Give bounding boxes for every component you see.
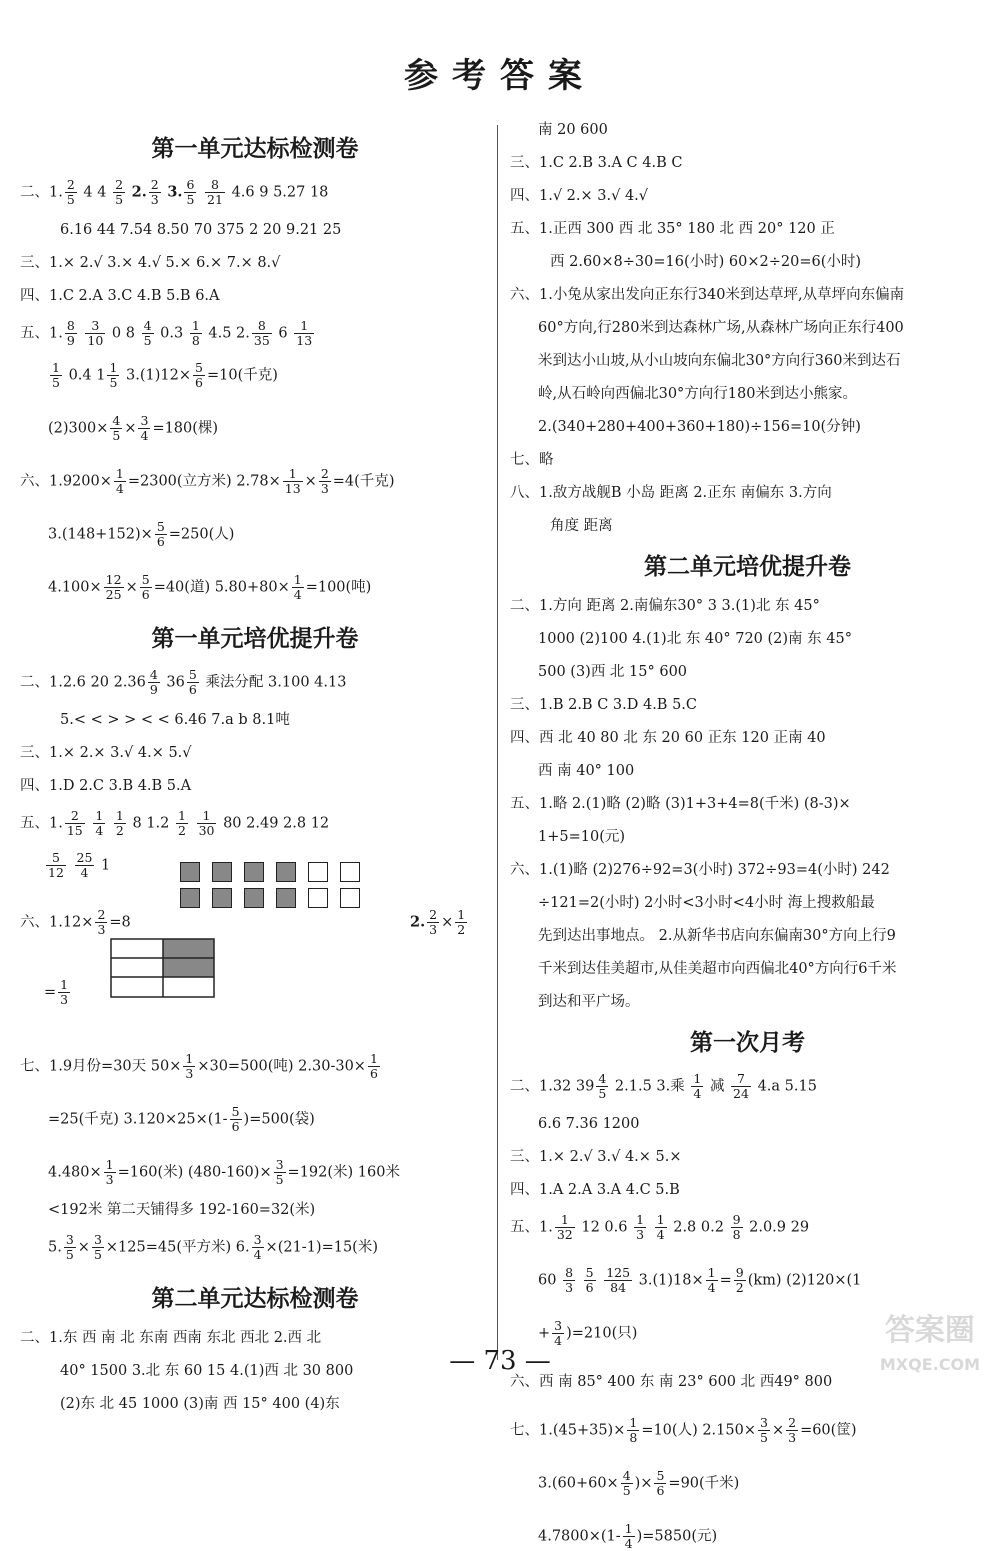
- answer-line: 五、1. $\frac{2}{15}$ $\frac{1}{4}$ $\frac{1}{2}$ 8 1.2 $\frac{1}{2}$ $\frac{1}{30}$ 80 2.49 2.8 12: [20, 808, 330, 838]
- answer-line: 二、1. $\frac{2}{5}$ 4 4 $\frac{2}{5}$ 2. $\frac{2}{3}$ 3. $\frac{6}{5}$ $\frac{8}{21}$ 4.6 9 5.27 18: [20, 177, 329, 207]
- answer-line: 岭,从石岭向西偏北30°方向行180米到达小熊家。: [538, 386, 857, 402]
- column-divider: [497, 125, 498, 1360]
- page-title: 参考答案: [404, 56, 596, 96]
- answer-line: ÷121=2(小时) 2小时<3小时<4小时 海上搜救船最: [538, 895, 875, 911]
- answer-line: 60°方向,行280米到达森林广场,从森林广场向正东行400: [538, 320, 904, 336]
- answer-line: 七、略: [510, 452, 554, 468]
- answer-line: = $\frac{1}{3}$: [44, 977, 69, 1007]
- answer-line: 二、1.2.6 20 2.36 $\frac{4}{9}$ 36 $\frac{5}{6}$ 乘法分配 3.100 4.13: [20, 667, 347, 697]
- answer-line: 七、1.9月份=30天 50× $\frac{1}{3}$ ×30=500(吨) 2.30-30× $\frac{1}{6}$: [20, 1051, 378, 1081]
- answer-line: 3.(60+60× $\frac{4}{5}$ )× $\frac{5}{6}$ =90(千米): [538, 1468, 740, 1498]
- answer-line: 四、1.√ 2.× 3.√ 4.√: [510, 188, 649, 204]
- watermark-logo: 答案圈 MXQE.COM: [879, 1313, 980, 1374]
- answer-line: 二、1.方向 距离 2.南偏东30° 3 3.(1)北 东 45°: [510, 598, 820, 614]
- section-title: 第一次月考: [690, 1030, 805, 1056]
- answer-line: 6.16 44 7.54 8.50 70 375 2 20 9.21 25: [60, 222, 342, 238]
- answer-line: 三、1.× 2.× 3.√ 4.× 5.√: [20, 745, 192, 761]
- answer-line: 五、1. $\frac{1}{32}$ 12 0.6 $\frac{1}{3}$ $\frac{1}{4}$ 2.8 0.2 $\frac{9}{8}$ 2.0.9 29: [510, 1212, 810, 1242]
- answer-line: 三、1.C 2.B 3.A C 4.B C: [510, 155, 683, 171]
- answer-line: 南 20 600: [538, 122, 608, 138]
- answer-line: 六、1.9200× $\frac{1}{4}$ =2300(立方米) 2.78× $\frac{1}{13}$ × $\frac{2}{3}$ =4(千克): [20, 466, 395, 496]
- answer-line: $\frac{1}{5}$ 0.4 1 $\frac{1}{5}$ 3.(1)12× $\frac{5}{6}$ =10(千克): [52, 360, 278, 390]
- answer-line: 五、1.略 2.(1)略 (2)略 (3)1+3+4=8(千米) (8-3)×: [510, 796, 851, 812]
- answer-line: 5. $\frac{3}{5}$ × $\frac{3}{5}$ ×125=45(平方米) 6. $\frac{3}{4}$ ×(21-1)=15(米): [48, 1232, 378, 1262]
- answer-line: 五、1. $\frac{8}{9}$ $\frac{3}{10}$ 0 8 $\frac{4}{5}$ 0.3 $\frac{1}{8}$ 4.5 2. $\frac{8}{35}$ 6 $\frac{1}{13}$: [20, 318, 313, 348]
- answer-line: 四、1.C 2.A 3.C 4.B 5.B 6.A: [20, 288, 220, 304]
- answer-line: 先到达出事地点。 2.从新华书店向东偏南30°方向上行9: [538, 928, 896, 944]
- answer-line: 四、西 北 40 80 北 东 20 60 正东 120 正南 40: [510, 730, 826, 746]
- answer-line: 千米到达佳美超市,从佳美超市向西偏北40°方向行6千米: [538, 961, 897, 977]
- section-title: 第二单元达标检测卷: [151, 1286, 359, 1312]
- answer-line: <192米 第二天铺得多 192-160=32(米): [48, 1202, 316, 1218]
- answer-line: 60 $\frac{8}{3}$ $\frac{5}{6}$ $\frac{125}{84}$ 3.(1)18× $\frac{1}{4}$ = $\frac{9}{2}$ (km) (2)120×(1: [538, 1265, 862, 1295]
- answer-line: 三、1.B 2.B C 3.D 4.B 5.C: [510, 697, 697, 713]
- answer-line: 八、1.敌方战舰B 小岛 距离 2.正东 南偏东 3.方向: [510, 485, 832, 501]
- answer-line: (2)300× $\frac{4}{5}$ × $\frac{3}{4}$ =180(棵): [48, 413, 219, 443]
- answer-line: 西 2.60×8÷30=16(小时) 60×2÷20=6(小时): [550, 254, 862, 270]
- answer-line: + $\frac{3}{4}$ )=210(只): [538, 1318, 638, 1348]
- answer-line: 六、西 南 85° 400 东 南 23° 600 北 西49° 800: [510, 1374, 833, 1390]
- answer-line: 到达和平广场。: [538, 994, 640, 1010]
- answer-line: 4.7800×(1- $\frac{1}{4}$ )=5850(元): [538, 1521, 718, 1551]
- answer-line: 二、1.东 西 南 北 东南 西南 东北 西北 2.西 北: [20, 1330, 322, 1346]
- answer-line: 六、1.12× $\frac{2}{3}$ =8 2. $\frac{2}{3}$ × $\frac{1}{2}$: [20, 907, 466, 937]
- answer-line: 2.(340+280+400+360+180)÷156=10(分钟): [538, 419, 861, 435]
- answer-line: 6.6 7.36 1200: [538, 1116, 640, 1132]
- answer-line: 1+5=10(元): [538, 829, 626, 845]
- answer-line: 西 南 40° 100: [538, 763, 635, 779]
- section-title: 第一单元培优提升卷: [151, 626, 359, 652]
- answer-line: $\frac{5}{12}$ $\frac{25}{4}$ 1: [48, 850, 111, 880]
- answer-line: 角度 距离: [550, 518, 613, 534]
- answer-line: 二、1.32 39 $\frac{4}{5}$ 2.1.5 3.乘 $\frac{1}{4}$ 减 $\frac{7}{24}$ 4.a 5.15: [510, 1071, 817, 1101]
- answer-line: 四、1.A 2.A 3.A 4.C 5.B: [510, 1182, 680, 1198]
- section-title: 第二单元培优提升卷: [644, 554, 851, 580]
- answer-line: 四、1.D 2.C 3.B 4.B 5.A: [20, 778, 192, 794]
- answer-line: 七、1.(45+35)× $\frac{1}{8}$ =10(人) 2.150× $\frac{3}{5}$ × $\frac{2}{3}$ =60(筐): [510, 1415, 857, 1445]
- answer-line: 三、1.× 2.√ 3.√ 4.× 5.×: [510, 1149, 682, 1165]
- answer-line: 1000 (2)100 4.(1)北 东 40° 720 (2)南 东 45°: [538, 631, 852, 647]
- answer-line: 4.100× $\frac{12}{25}$ × $\frac{5}{6}$ =40(道) 5.80+80× $\frac{1}{4}$ =100(吨): [48, 572, 372, 602]
- fraction-grid: [110, 938, 215, 998]
- answer-line: 六、1.(1)略 (2)276÷92=3(小时) 372÷93=4(小时) 242: [510, 862, 890, 878]
- answer-line: 40° 1500 3.北 东 60 15 4.(1)西 北 30 800: [60, 1363, 354, 1379]
- answer-line: 4.480× $\frac{1}{3}$ =160(米) (480-160)× $\frac{3}{5}$ =192(米) 160米: [48, 1157, 400, 1187]
- answer-line: 3.(148+152)× $\frac{5}{6}$ =250(人): [48, 519, 235, 549]
- answer-line: 5.< < > > < < 6.46 7.a b 8.1吨: [60, 712, 290, 728]
- answer-line: =25(千克) 3.120×25×(1- $\frac{5}{6}$ )=500(袋): [48, 1104, 315, 1134]
- answer-line: (2)东 北 45 1000 (3)南 西 15° 400 (4)东: [60, 1396, 340, 1412]
- answer-line: 五、1.正西 300 西 北 35° 180 北 西 20° 120 正: [510, 221, 835, 237]
- answer-line: 六、1.小兔从家出发向正东行340米到达草坪,从草坪向东偏南: [510, 287, 905, 303]
- page-number: — 73 —: [449, 1346, 551, 1376]
- answer-line: 500 (3)西 北 15° 600: [538, 664, 688, 680]
- section-title: 第一单元达标检测卷: [151, 136, 359, 162]
- answer-line: 三、1.× 2.√ 3.× 4.√ 5.× 6.× 7.× 8.√: [20, 255, 281, 271]
- shaded-squares: [180, 862, 410, 908]
- answer-line: 米到达小山坡,从小山坡向东偏北30°方向行360米到达石: [538, 353, 901, 369]
- left-column: [20, 120, 490, 1414]
